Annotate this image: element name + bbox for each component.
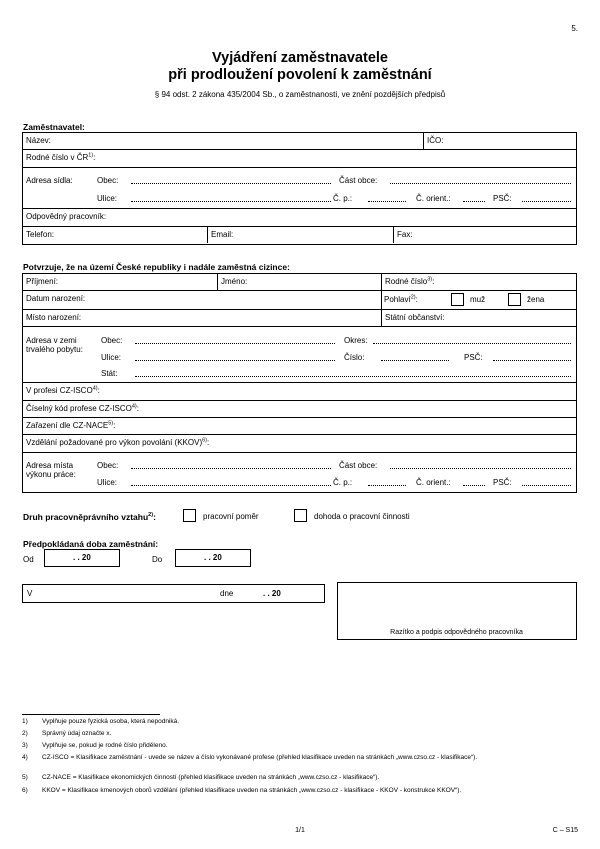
employer-name-field[interactable] bbox=[23, 133, 423, 149]
employer-heading: Zaměstnavatel: bbox=[23, 122, 85, 132]
footnote-ref-1: 1) bbox=[88, 152, 94, 159]
foreigner-heading: Potvrzuje, že na území České republiky i nadále zaměstná cizince: bbox=[23, 262, 290, 272]
footnote-ref-4b: 4) bbox=[131, 403, 137, 410]
foreigner-obec-label: Obec: bbox=[101, 336, 123, 345]
employer-ico-field[interactable] bbox=[424, 133, 576, 149]
employer-corient-label: Č. orient.: bbox=[416, 194, 451, 203]
male-label: muž bbox=[470, 295, 486, 304]
foreigner-okres-label: Okres: bbox=[344, 336, 368, 345]
foreigner-citizenship-label: Státní občanství: bbox=[385, 313, 445, 322]
foreigner-okres-input[interactable] bbox=[373, 343, 571, 344]
employer-ico-label: IČO: bbox=[427, 136, 444, 145]
foreigner-address-label1: Adresa v zemi bbox=[26, 336, 77, 345]
work-agreement-label: dohoda o pracovní činnosti bbox=[314, 512, 410, 521]
duration-to-label: Do bbox=[152, 555, 163, 564]
employer-obec-label: Obec: bbox=[97, 176, 119, 185]
foreigner-education-label: Vzdělání požadované pro výkon povolání (KKOV) bbox=[26, 438, 203, 447]
work-cp-input[interactable] bbox=[368, 485, 406, 486]
foreigner-row-dob: Datum narození: Pohlaví$^{2)}$: muž žena bbox=[23, 291, 576, 310]
foreigner-birth-number-field[interactable]: Rodné číslo$^{3)}$: bbox=[385, 276, 435, 286]
employer-row-name bbox=[23, 133, 576, 150]
work-ulice-input[interactable] bbox=[131, 485, 331, 486]
foreigner-profession-label: V profesi CZ-ISCO bbox=[26, 386, 93, 395]
stamp-caption: Razítko a podpis odpovědného pracovníka bbox=[390, 629, 523, 636]
foreigner-row-pob bbox=[23, 310, 576, 327]
date-label: dne bbox=[220, 589, 234, 598]
foreigner-sex-label: Pohlaví bbox=[384, 295, 411, 304]
work-cast-obce-input[interactable] bbox=[390, 468, 571, 469]
sign-date-input[interactable]: . . 20 bbox=[263, 589, 281, 598]
foreigner-row-address bbox=[23, 327, 576, 383]
footer-form-code: C – S15 bbox=[552, 827, 578, 834]
employer-cp-input[interactable] bbox=[368, 201, 406, 202]
relation-label: Druh pracovněprávního vztahu bbox=[23, 512, 149, 522]
work-obec-input[interactable] bbox=[131, 468, 331, 469]
footnote-ref-5: 5) bbox=[108, 420, 114, 427]
foreigner-psc-label: PSČ: bbox=[464, 353, 483, 362]
duration-from-label: Od bbox=[23, 555, 34, 564]
foreigner-nace-label: Zařazení dle CZ-NACE bbox=[26, 421, 109, 430]
employment-contract-checkbox[interactable] bbox=[183, 509, 196, 522]
foreigner-box bbox=[22, 273, 577, 493]
foreigner-dob-label: Datum narození: bbox=[26, 294, 86, 303]
employer-ulice-input[interactable] bbox=[131, 201, 331, 202]
employer-email-field[interactable] bbox=[208, 227, 393, 243]
place-label: V bbox=[27, 589, 33, 598]
footnote-separator bbox=[22, 714, 160, 715]
employer-row-contact bbox=[23, 227, 576, 243]
work-corient-label: Č. orient.: bbox=[416, 478, 451, 487]
employer-cast-obce-label: Část obce: bbox=[339, 176, 378, 185]
footer-page: 1/1 bbox=[295, 827, 305, 834]
employer-box bbox=[22, 132, 577, 245]
employer-cast-obce-input[interactable] bbox=[390, 183, 571, 184]
footnote-ref-3: 3) bbox=[427, 276, 433, 283]
foreigner-dob-field[interactable] bbox=[23, 291, 381, 309]
footnote-ref-6: 6) bbox=[202, 437, 207, 444]
duration-label: Předpokládaná doba zaměstnání: bbox=[23, 539, 159, 549]
work-psc-input[interactable] bbox=[522, 485, 571, 486]
page-number: 5. bbox=[571, 24, 578, 33]
foreigner-education-field[interactable]: Vzdělání požadované pro výkon povolání (KKOV)$^{6)}$: bbox=[26, 437, 210, 447]
employer-corient-input[interactable] bbox=[463, 201, 485, 202]
foreigner-stat-label: Stát: bbox=[101, 369, 118, 378]
footnote-ref-4a: 4) bbox=[92, 385, 98, 392]
foreigner-cislo-label: Číslo: bbox=[344, 353, 365, 362]
foreigner-birth-number-label: Rodné číslo bbox=[385, 277, 428, 286]
foreigner-pob-field[interactable] bbox=[23, 310, 381, 326]
employer-email-label: Email: bbox=[211, 230, 234, 239]
foreigner-row-nace bbox=[23, 418, 576, 435]
place-date-box[interactable] bbox=[22, 584, 325, 603]
footnote-ref-2b: 2) bbox=[148, 512, 154, 519]
employer-obec-input[interactable] bbox=[131, 183, 331, 184]
employer-cp-label: Č. p.: bbox=[333, 194, 353, 203]
employer-responsible-label: Odpovědný pracovník: bbox=[26, 212, 107, 221]
female-label: žena bbox=[527, 295, 545, 304]
work-corient-input[interactable] bbox=[463, 485, 485, 486]
foreigner-ulice-input[interactable] bbox=[135, 360, 335, 361]
male-checkbox[interactable] bbox=[451, 293, 464, 306]
date-from-input[interactable]: . . 20 bbox=[44, 549, 120, 567]
footnote-ref-2a: 2) bbox=[410, 294, 416, 301]
foreigner-row-education bbox=[23, 435, 576, 453]
foreigner-code-field[interactable]: Číselný kód profese CZ-ISCO$^{4)}$: bbox=[26, 403, 139, 413]
employer-psc-input[interactable] bbox=[522, 201, 571, 202]
foreigner-obec-input[interactable] bbox=[135, 343, 335, 344]
employer-responsible-field[interactable] bbox=[23, 209, 576, 226]
foreigner-code-label: Číselný kód profese CZ-ISCO bbox=[26, 404, 132, 413]
foreigner-stat-input[interactable] bbox=[135, 376, 571, 377]
work-address-label1: Adresa místa bbox=[26, 461, 74, 470]
foreigner-row-work-address bbox=[23, 453, 576, 491]
employment-contract-label: pracovní poměr bbox=[203, 512, 259, 521]
employer-row-birth bbox=[23, 150, 576, 168]
employer-fax-label: Fax: bbox=[397, 230, 413, 239]
foreigner-address-label2: trvalého pobytu: bbox=[26, 345, 83, 354]
foreigner-nace-field[interactable]: Zařazení dle CZ-NACE$^{5)}$: bbox=[26, 420, 116, 430]
employer-name-label: Název: bbox=[26, 136, 51, 145]
work-agreement-checkbox[interactable] bbox=[294, 509, 307, 522]
work-psc-label: PSČ: bbox=[493, 478, 512, 487]
foreigner-citizenship-field[interactable] bbox=[382, 310, 576, 326]
work-cast-obce-label: Část obce: bbox=[339, 461, 378, 470]
employer-ulice-label: Ulice: bbox=[97, 194, 118, 203]
foreigner-profession-field[interactable]: V profesi CZ-ISCO$^{4)}$: bbox=[26, 385, 100, 395]
employer-row-responsible bbox=[23, 209, 576, 227]
form-title-line1: Vyjádření zaměstnavatele bbox=[212, 50, 388, 66]
date-to-input[interactable]: . . 20 bbox=[175, 549, 251, 567]
employer-address-label: Adresa sídla: bbox=[26, 176, 73, 185]
female-checkbox[interactable] bbox=[508, 293, 521, 306]
employer-row-address bbox=[23, 168, 576, 209]
employer-birth-label: Rodné číslo v ČR bbox=[26, 153, 89, 162]
employer-phone-label: Telefon: bbox=[26, 230, 55, 239]
foreigner-surname-label: Příjmení: bbox=[26, 277, 59, 286]
foreigner-cislo-input[interactable] bbox=[381, 360, 449, 361]
foreigner-row-profession bbox=[23, 383, 576, 401]
foreigner-firstname-field[interactable] bbox=[218, 274, 381, 290]
employer-psc-label: PSČ: bbox=[493, 194, 512, 203]
employer-phone-field[interactable] bbox=[23, 227, 207, 243]
work-obec-label: Obec: bbox=[97, 461, 119, 470]
foreigner-ulice-label: Ulice: bbox=[101, 353, 122, 362]
work-ulice-label: Ulice: bbox=[97, 478, 118, 487]
foreigner-firstname-label: Jméno: bbox=[221, 277, 248, 286]
foreigner-row-name bbox=[23, 274, 576, 291]
form-title-line2: při prodloužení povolení k zaměstnání bbox=[168, 67, 432, 83]
foreigner-pob-label: Místo narození: bbox=[26, 313, 82, 322]
employer-birth-field[interactable]: Rodné číslo v ČR$^{1)}$: bbox=[26, 152, 96, 162]
employer-fax-field[interactable] bbox=[394, 227, 576, 243]
foreigner-surname-field[interactable] bbox=[23, 274, 217, 290]
work-cp-label: Č. p.: bbox=[333, 478, 353, 487]
work-address-label2: výkonu práce: bbox=[26, 470, 76, 479]
form-subtitle: § 94 odst. 2 zákona 435/2004 Sb., o zaměstnanosti, ve znění pozdějších předpisů bbox=[154, 90, 446, 99]
stamp-signature-box[interactable] bbox=[337, 582, 577, 640]
relation-colon: : bbox=[153, 512, 156, 522]
foreigner-psc-input[interactable] bbox=[493, 360, 571, 361]
foreigner-row-code bbox=[23, 401, 576, 418]
